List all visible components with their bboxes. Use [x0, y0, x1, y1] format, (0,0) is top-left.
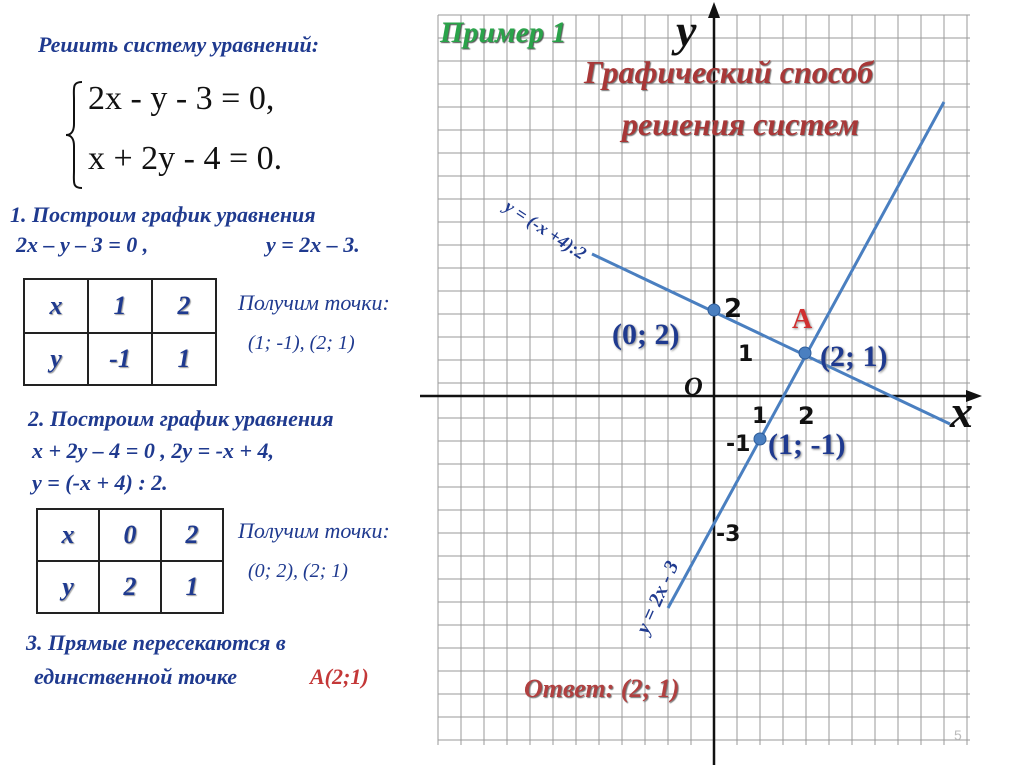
- example-title: Пример 1: [440, 16, 567, 49]
- step2-value-table: [36, 508, 224, 614]
- step3-line2: единственной точке: [34, 664, 238, 689]
- table-cell: 1: [88, 279, 152, 333]
- step1-equation: 2x – y – 3 = 0 ,: [16, 232, 149, 257]
- step3-point: А(2;1): [310, 664, 369, 689]
- step1-points: (1; -1), (2; 1): [248, 332, 355, 354]
- table-cell-x-label: x: [37, 509, 99, 561]
- table-cell: 1: [152, 333, 216, 385]
- table-cell: 2: [99, 561, 161, 613]
- answer: Ответ: (2; 1): [524, 674, 680, 703]
- tick-y-m1: -1: [726, 432, 751, 457]
- step2-points: (0; 2), (2; 1): [248, 560, 348, 582]
- y-axis-label: y: [676, 5, 697, 56]
- graph-lines: [592, 102, 950, 608]
- table-cell: 1: [161, 561, 223, 613]
- step1-heading: 1. Построим график уравнения: [10, 202, 316, 227]
- equation-2: x + 2y - 4 = 0.: [88, 140, 283, 177]
- point-2-1-label: (2; 1): [820, 340, 888, 373]
- method-title-line1: Графический способ: [584, 54, 874, 90]
- step3-line1: 3. Прямые пересекаются в: [26, 630, 286, 655]
- step2-heading: 2. Построим график уравнения: [28, 406, 334, 431]
- x-axis-label: x: [950, 386, 973, 437]
- table-cell-y-label: y: [24, 333, 88, 385]
- table-cell-x-label: x: [24, 279, 88, 333]
- table-cell: 0: [99, 509, 161, 561]
- tick-y-1: 1: [738, 342, 754, 367]
- table-row: [37, 509, 223, 561]
- tick-y-2: 2: [724, 294, 743, 324]
- step1-function: y = 2x – 3.: [266, 232, 360, 257]
- step1-value-table: [23, 278, 217, 386]
- task-title: Решить систему уравнений:: [38, 32, 320, 57]
- table-cell: -1: [88, 333, 152, 385]
- table-row: [24, 279, 216, 333]
- step2-function: y = (-x + 4) : 2.: [32, 470, 168, 495]
- table-row: [24, 333, 216, 385]
- point-0-2: [708, 304, 720, 316]
- point-a-label: A: [792, 304, 813, 335]
- equation-1: 2x - y - 3 = 0,: [88, 80, 275, 117]
- system-brace: [64, 80, 84, 190]
- table-cell: 2: [152, 279, 216, 333]
- tick-x-2: 2: [798, 402, 815, 430]
- tick-x-1: 1: [752, 404, 768, 429]
- y-axis-arrow: [708, 2, 720, 18]
- table-cell: 2: [161, 509, 223, 561]
- line2-label: y = (-x +4):2: [501, 196, 590, 264]
- tick-y-m3: -3: [716, 522, 741, 547]
- step2-equation: x + 2y – 4 = 0 , 2y = -x + 4,: [32, 438, 274, 463]
- point-0-2-label: (0; 2): [612, 318, 680, 351]
- method-title-line2: решения систем: [622, 106, 860, 142]
- origin-label: O: [684, 372, 703, 401]
- slide-number: 5: [954, 727, 962, 743]
- step1-points-label: Получим точки:: [238, 290, 390, 315]
- table-row: [37, 561, 223, 613]
- point-1-m1-label: (1; -1): [768, 428, 846, 461]
- point-2-1: [799, 347, 811, 359]
- point-1-m1: [754, 433, 766, 445]
- step2-points-label: Получим точки:: [238, 518, 390, 543]
- table-cell-y-label: y: [37, 561, 99, 613]
- line1-label: y = 2x - 3: [632, 557, 684, 637]
